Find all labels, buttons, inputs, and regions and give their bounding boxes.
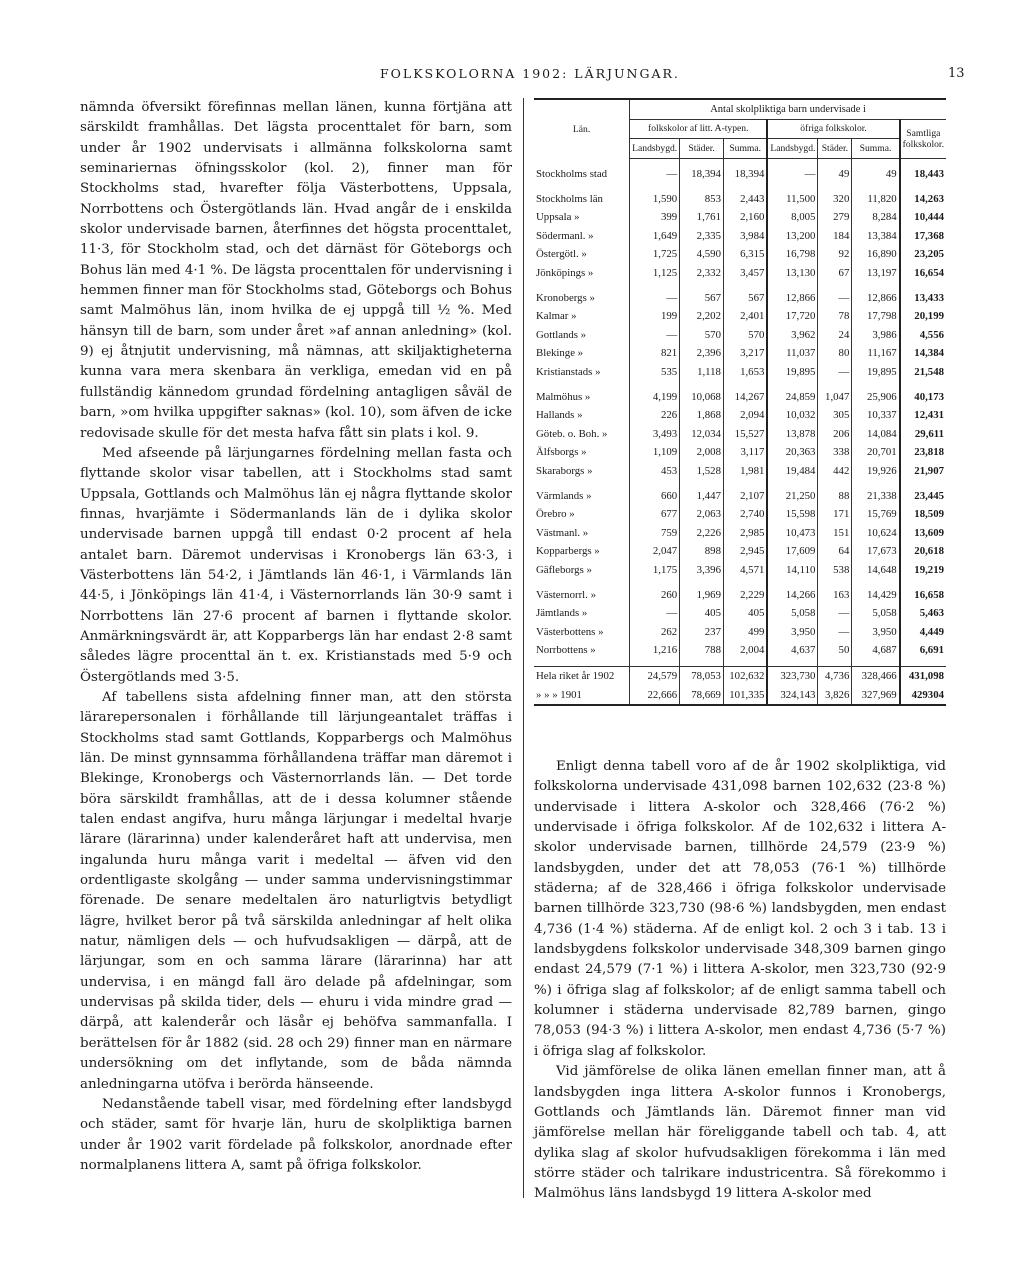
cell-value: 14,429 — [852, 585, 900, 604]
table-row — [534, 307, 946, 326]
cell-value: 338 — [818, 443, 852, 462]
cell-value: 10,473 — [767, 523, 818, 542]
table-row — [534, 406, 946, 425]
cell-total: 5,463 — [900, 604, 946, 623]
cell-total: 40,173 — [900, 387, 946, 406]
cell-value: 18,394 — [680, 165, 724, 184]
cell-total: 23,445 — [900, 486, 946, 505]
cell-value: 102,632 — [723, 666, 767, 685]
cell-value: 50 — [818, 641, 852, 660]
header-lan: Län. — [534, 99, 630, 158]
cell-total: 14,263 — [900, 189, 946, 208]
cell-value: 11,820 — [852, 189, 900, 208]
cell-value: 14,266 — [767, 585, 818, 604]
cell-value: 328,466 — [852, 666, 900, 685]
county-name: Västernorrl. » — [536, 588, 596, 601]
table-row — [534, 666, 946, 685]
cell-total: 19,219 — [900, 561, 946, 580]
cell-value: 279 — [818, 208, 852, 227]
cell-value: 898 — [680, 542, 724, 561]
cell-total: 20,618 — [900, 542, 946, 561]
county-name: Kronobergs » — [536, 291, 595, 304]
header-samtliga: Samtliga folkskolor. — [900, 119, 946, 158]
cell-value: 3,950 — [852, 622, 900, 641]
county-name: Jönköpings » — [536, 267, 594, 280]
page-number: 13 — [948, 66, 965, 81]
table-row — [534, 208, 946, 227]
table-row — [534, 505, 946, 524]
statistics-table-wrap — [534, 98, 946, 706]
cell-value: 15,598 — [767, 505, 818, 524]
cell-value: 226 — [630, 406, 680, 425]
county-name: Stockholms län — [536, 192, 603, 205]
cell-value: 13,130 — [767, 264, 818, 283]
table-row — [534, 227, 946, 246]
cell-value: 16,890 — [852, 245, 900, 264]
cell-value: 88 — [818, 486, 852, 505]
county-name: » » » 1901 — [534, 685, 630, 705]
cell-value: 12,866 — [852, 288, 900, 307]
left-paragraph-2: Med afseende på lärjungarnes fördelning mellan fasta och flyttande skolor visar tabellen, att i Stockholms stad samt Uppsala, Gottlands och Malmöhus län ej några flyttande skolor finnas, hvarjämte i Södermanlands län de i dylika skolor undervisade barnen uppgå till endast 0·2 procent af hela antalet barn. Däremot undervisas i Kronobergs län 63·3, i Västerbottens län 54·2, i Jämtlands län 46·1, i Värmlands län 44·5, i Jönköpings län 41·4, i Västernorrlands län 30·9 samt i Norrbottens län 27·6 procent af barnen i flyttande skolor. Anmärkningsvärdt är, att Kopparbergs län har endast 2·8 samt således lägre procenttal än t. ex. Kristianstads med 5·9 och Östergötlands med 3·5. — [80, 445, 512, 685]
cell-value: 92 — [818, 245, 852, 264]
cell-value: 11,167 — [852, 344, 900, 363]
cell-value: 788 — [680, 641, 724, 660]
table-row — [534, 622, 946, 641]
cell-value: 442 — [818, 462, 852, 481]
cell-value: — — [630, 288, 680, 307]
cell-value: 3,826 — [818, 685, 852, 705]
cell-value: 4,736 — [818, 666, 852, 685]
cell-value: 570 — [723, 326, 767, 345]
cell-total: 4,556 — [900, 326, 946, 345]
cell-value: 4,590 — [680, 245, 724, 264]
header-group-ofriga: öfriga folkskolor. — [767, 119, 899, 139]
cell-value: 2,107 — [723, 486, 767, 505]
cell-value: 19,895 — [767, 363, 818, 382]
cell-total: 23,818 — [900, 443, 946, 462]
cell-value: 821 — [630, 344, 680, 363]
cell-value: 4,687 — [852, 641, 900, 660]
cell-value: 2,443 — [723, 189, 767, 208]
cell-value: 67 — [818, 264, 852, 283]
cell-total: 16,654 — [900, 264, 946, 283]
cell-value: 453 — [630, 462, 680, 481]
cell-value: 19,926 — [852, 462, 900, 481]
county-name: Skaraborgs » — [536, 464, 593, 477]
cell-value: 16,798 — [767, 245, 818, 264]
header-o-stader: Städer. — [818, 139, 852, 159]
cell-value: 3,962 — [767, 326, 818, 345]
county-name: Kalmar » — [536, 310, 577, 323]
left-paragraph-4: Nedanstående tabell visar, med fördelning efter landsbygd och städer, samt för hvarje län, huru de skolpliktiga barnen under år 1902 varit fördelade på folkskolor, anordnade efter normalplanens littera A, samt på öfriga folkskolor. — [80, 1096, 512, 1173]
county-name: Västmanl. » — [536, 526, 589, 539]
cell-value: 20,363 — [767, 443, 818, 462]
cell-value: 80 — [818, 344, 852, 363]
cell-value: 3,986 — [852, 326, 900, 345]
cell-value: 320 — [818, 189, 852, 208]
county-name: Jämtlands » — [536, 607, 588, 620]
cell-value: 853 — [680, 189, 724, 208]
table-row — [534, 685, 946, 705]
cell-total: 6,691 — [900, 641, 946, 660]
cell-value: 22,666 — [630, 685, 680, 705]
cell-value: 2,335 — [680, 227, 724, 246]
cell-value: 64 — [818, 542, 852, 561]
table-row — [534, 486, 946, 505]
cell-value: 1,868 — [680, 406, 724, 425]
county-name: Västerbottens » — [536, 625, 604, 638]
cell-value: 11,500 — [767, 189, 818, 208]
cell-value: 14,648 — [852, 561, 900, 580]
cell-value: 17,673 — [852, 542, 900, 561]
cell-value: — — [818, 622, 852, 641]
cell-value: 2,004 — [723, 641, 767, 660]
county-name: Malmöhus » — [536, 390, 591, 403]
running-title: FOLKSKOLORNA 1902: LÄRJUNGAR. — [380, 66, 680, 81]
cell-value: 3,457 — [723, 264, 767, 283]
table-row — [534, 165, 946, 184]
cell-value: 538 — [818, 561, 852, 580]
cell-value: 10,032 — [767, 406, 818, 425]
cell-value: 184 — [818, 227, 852, 246]
cell-value: 2,202 — [680, 307, 724, 326]
table-row — [534, 641, 946, 660]
county-name: Gäfleborgs » — [536, 563, 592, 576]
cell-value: 15,527 — [723, 425, 767, 444]
cell-value: 3,950 — [767, 622, 818, 641]
county-name: Östergötl. » — [536, 248, 587, 261]
cell-value: 199 — [630, 307, 680, 326]
cell-value: 3,984 — [723, 227, 767, 246]
cell-value: 24 — [818, 326, 852, 345]
cell-value: 13,200 — [767, 227, 818, 246]
cell-total: 21,907 — [900, 462, 946, 481]
right-column — [534, 757, 946, 1205]
page-header — [0, 66, 1024, 88]
cell-value: 2,332 — [680, 264, 724, 283]
cell-value: 1,125 — [630, 264, 680, 283]
county-name: Gottlands » — [536, 328, 587, 341]
cell-value: 1,118 — [680, 363, 724, 382]
cell-value: 305 — [818, 406, 852, 425]
table-row — [534, 189, 946, 208]
table-row — [534, 344, 946, 363]
cell-total: 431,098 — [900, 666, 946, 685]
cell-total: 20,199 — [900, 307, 946, 326]
cell-value: 3,217 — [723, 344, 767, 363]
cell-value: 399 — [630, 208, 680, 227]
column-divider — [523, 98, 524, 1198]
cell-value: 14,084 — [852, 425, 900, 444]
cell-value: 25,906 — [852, 387, 900, 406]
table-row — [534, 523, 946, 542]
cell-value: 14,267 — [723, 387, 767, 406]
cell-value: 13,878 — [767, 425, 818, 444]
cell-value: 499 — [723, 622, 767, 641]
cell-value: 1,725 — [630, 245, 680, 264]
cell-value: 19,484 — [767, 462, 818, 481]
table-row — [534, 604, 946, 623]
cell-value: 2,396 — [680, 344, 724, 363]
county-name: Göteb. o. Boh. » — [536, 427, 608, 440]
cell-value: 405 — [680, 604, 724, 623]
cell-value: 567 — [723, 288, 767, 307]
county-name: Hela riket år 1902 — [534, 666, 630, 685]
table-body — [534, 158, 946, 705]
table-row — [534, 363, 946, 382]
county-name: Värmlands » — [536, 489, 592, 502]
cell-value: 2,063 — [680, 505, 724, 524]
cell-total: 10,444 — [900, 208, 946, 227]
cell-value: 171 — [818, 505, 852, 524]
header-o-landsbygd: Landsbygd. — [767, 139, 818, 159]
table-row — [534, 561, 946, 580]
cell-value: 324,143 — [767, 685, 818, 705]
cell-value: 1,590 — [630, 189, 680, 208]
county-name: Kopparbergs » — [536, 545, 600, 558]
cell-total: 4,449 — [900, 622, 946, 641]
cell-value: — — [630, 165, 680, 184]
table-row — [534, 542, 946, 561]
cell-value: — — [818, 288, 852, 307]
header-group-title: Antal skolpliktiga barn undervisade i — [630, 99, 946, 119]
cell-value: 8,284 — [852, 208, 900, 227]
cell-value: 24,859 — [767, 387, 818, 406]
cell-value: 14,110 — [767, 561, 818, 580]
cell-value: 10,624 — [852, 523, 900, 542]
table-row — [534, 288, 946, 307]
cell-value: 1,216 — [630, 641, 680, 660]
county-name: Kristianstads » — [536, 366, 601, 379]
right-paragraph-2: Vid jämförelse de olika länen emellan finner man, att å landsbygden inga littera A-skolor funnos i Kronobergs, Gottlands och Jämtlands län. Däremot finner man vid jämförelse mellan här föreliggande tabell och tab. 4, att dylika slag af skolor hufvudsakligen förekomma i län med större städer och talrikare industricentra. Så förekommo i Malmöhus läns landsbygd 19 littera A-skolor med — [534, 1064, 946, 1202]
cell-value: 13,197 — [852, 264, 900, 283]
county-name: Blekinge » — [536, 347, 584, 360]
cell-total: 16,658 — [900, 585, 946, 604]
cell-value: 4,571 — [723, 561, 767, 580]
cell-value: — — [630, 604, 680, 623]
cell-value: 3,117 — [723, 443, 767, 462]
cell-value: 8,005 — [767, 208, 818, 227]
cell-value: 17,609 — [767, 542, 818, 561]
cell-value: 2,985 — [723, 523, 767, 542]
cell-value: 1,761 — [680, 208, 724, 227]
cell-value: 78,053 — [680, 666, 724, 685]
cell-value: 2,945 — [723, 542, 767, 561]
cell-value: 5,058 — [852, 604, 900, 623]
cell-value: 10,337 — [852, 406, 900, 425]
cell-value: 327,969 — [852, 685, 900, 705]
cell-value: 1,175 — [630, 561, 680, 580]
cell-value: 2,401 — [723, 307, 767, 326]
cell-value: 677 — [630, 505, 680, 524]
left-paragraph-3: Af tabellens sista afdelning finner man, att den största lärarepersonalen i förhållande till lärjungeantalet träffas i Stockholms stad samt Gottlands, Kopparbergs och Malmöhus län. De minst gynnsamma förhållandena träffar man däremot i Blekinge, Kronobergs och Västernorrlands län. — Det torde böra särskildt framhållas, att de i dessa kolumner stående talen endast angifva, huru många lärjungar i medeltal hvarje lärare (lärarinna) under kalenderåret haft att undervisa, men ingalunda huru många varit i medeltal — äfven vid den ordentligaste skolgång — under samma undervisningstimmar förenade. De senare medeltalen äro naturligtvis betydligt lägre, hvilket beror på två särskilda anledningar af helt olika natur, nämligen dels — och hufvudsakligen — därpå, att de lärjungar, som en och samma lärare (lärarinna) har att undervisa, i en mängd fall äro delade på afdelningar, som undervisas på skilda tider, dels — ehuru i vida mindre grad — därpå, att kalenderår och läsår ej behöfva sammanfalla. I berättelsen för år 1882 (sid. 28 och 29) finner man en närmare undersökning om det inflytande, som de båda nämnda anledningarna utöfva i berörda hänseende. — [80, 689, 512, 1092]
cell-total: 13,609 — [900, 523, 946, 542]
cell-value: 11,037 — [767, 344, 818, 363]
cell-value: 570 — [680, 326, 724, 345]
cell-value: 78,669 — [680, 685, 724, 705]
cell-value: — — [818, 363, 852, 382]
cell-value: 3,493 — [630, 425, 680, 444]
header-a-landsbygd: Landsbygd. — [630, 139, 680, 159]
cell-value: 20,701 — [852, 443, 900, 462]
county-name: Södermanl. » — [536, 229, 594, 242]
cell-total: 17,368 — [900, 227, 946, 246]
cell-value: 17,720 — [767, 307, 818, 326]
cell-total: 14,384 — [900, 344, 946, 363]
cell-value: 13,384 — [852, 227, 900, 246]
table-row — [534, 326, 946, 345]
cell-total: 12,431 — [900, 406, 946, 425]
cell-total: 23,205 — [900, 245, 946, 264]
cell-value: 6,315 — [723, 245, 767, 264]
table-row — [534, 425, 946, 444]
cell-value: 1,969 — [680, 585, 724, 604]
table-row — [534, 245, 946, 264]
cell-value: 323,730 — [767, 666, 818, 685]
cell-value: 15,769 — [852, 505, 900, 524]
cell-value: — — [818, 604, 852, 623]
cell-total: 18,443 — [900, 165, 946, 184]
left-paragraph-1: nämnda öfversikt förefinnas mellan länen, kunna förtjäna att särskildt framhållas. Det lägsta procenttalet för barn, som under år 1902 undervisats i allmänna folkskolorna samt seminariernas öfningsskolor (kol. 2), finner man för Stockholms stad, hvarefter följa Västerbottens, Uppsala, Norrbottens och Östergötlands län. Hvad angår de i enskilda skolor undervisade barnen, återfinnes det högsta procenttalet, 11·3, för Stockholm stad, och det därnäst för Göteborgs och Bohus län med 4·1 %. De lägsta procenttalen för undervisning i hemmen finner man för Stockholms stad, Göteborgs och Bohus samt Malmöhus län, inom hvilka de ej uppgå till ½ %. Med hänsyn till de barn, som under året »af annan anledning» (kol. 9) ej åtnjutit undervisning, må nämnas, att skiljaktigheterna kunna vara mera skenbara än verkliga, emedan vid en på fullständig kännedom grundad fördelning antagligen såväl de barn, »om hvilka uppgifter saknas» (kol. 10), som äfven de icke redovisade skulle för det mesta hafva fått sin plats i kol. 9. — [80, 100, 513, 441]
cell-value: 163 — [818, 585, 852, 604]
cell-value: 49 — [852, 165, 900, 184]
cell-value: 101,335 — [723, 685, 767, 705]
county-name: Örebro » — [536, 508, 575, 521]
table-row — [534, 443, 946, 462]
cell-value: 21,250 — [767, 486, 818, 505]
cell-value: 262 — [630, 622, 680, 641]
cell-value: 4,637 — [767, 641, 818, 660]
cell-value: 660 — [630, 486, 680, 505]
cell-value: 19,895 — [852, 363, 900, 382]
cell-value: 405 — [723, 604, 767, 623]
left-column — [80, 98, 512, 1176]
cell-value: 151 — [818, 523, 852, 542]
table-row — [534, 387, 946, 406]
cell-value: 759 — [630, 523, 680, 542]
cell-total: 429304 — [900, 685, 946, 705]
cell-value: — — [630, 326, 680, 345]
cell-value: 237 — [680, 622, 724, 641]
right-paragraph-1: Enligt denna tabell voro af de år 1902 skolpliktiga, vid folkskolorna undervisade 431,098 barnen 102,632 (23·8 %) undervisade i littera A-skolor och 328,466 (76·2 %) undervisade i öfriga folkskolor. Af de 102,632 i littera A-skolor undervisade barnen, tillhörde 24,579 (23·9 %) landsbygden, under det att 78,053 (76·1 %) tillhörde städerna; af de 328,466 i öfriga folkskolor undervisade barnen tillhörde 323,730 (98·6 %) landsbygden, men endast 4,736 (1·4 %) städerna. Af de enligt kol. 2 och 3 i tab. 13 i landsbygdens folkskolor undervisade 348,309 barnen gingo endast 24,579 (7·1 %) i littera A-skolor, men 323,730 (92·9 %) i öfriga slag af folkskolor; af de enligt samma tabell och kolumner i städerna undervisade 82,789 barnen, gingo 78,053 (94·3 %) i littera A-skolor, men endast 4,736 (5·7 %) i öfriga slag af folkskolor. — [534, 759, 946, 1059]
table-row — [534, 585, 946, 604]
cell-value: 24,579 — [630, 666, 680, 685]
cell-value: 2,740 — [723, 505, 767, 524]
cell-value: 21,338 — [852, 486, 900, 505]
cell-value: 4,199 — [630, 387, 680, 406]
cell-value: 2,160 — [723, 208, 767, 227]
county-name: Hallands » — [536, 409, 583, 422]
county-name: Stockholms stad — [536, 168, 608, 181]
cell-value: 535 — [630, 363, 680, 382]
cell-total: 21,548 — [900, 363, 946, 382]
table-row — [534, 462, 946, 481]
cell-value: 567 — [680, 288, 724, 307]
cell-value: 1,653 — [723, 363, 767, 382]
cell-value: 12,034 — [680, 425, 724, 444]
cell-value: 2,229 — [723, 585, 767, 604]
cell-total: 18,509 — [900, 505, 946, 524]
cell-value: 260 — [630, 585, 680, 604]
cell-value: 2,094 — [723, 406, 767, 425]
cell-total: 13,433 — [900, 288, 946, 307]
cell-total: 29,611 — [900, 425, 946, 444]
cell-value: 49 — [818, 165, 852, 184]
header-a-stader: Städer. — [680, 139, 724, 159]
cell-value: 78 — [818, 307, 852, 326]
statistics-table — [534, 98, 946, 706]
header-a-summa: Summa. — [723, 139, 767, 159]
cell-value: 2,226 — [680, 523, 724, 542]
cell-value: — — [767, 165, 818, 184]
cell-value: 2,047 — [630, 542, 680, 561]
cell-value: 12,866 — [767, 288, 818, 307]
cell-value: 1,109 — [630, 443, 680, 462]
cell-value: 18,394 — [723, 165, 767, 184]
cell-value: 17,798 — [852, 307, 900, 326]
cell-value: 1,047 — [818, 387, 852, 406]
cell-value: 206 — [818, 425, 852, 444]
cell-value: 10,068 — [680, 387, 724, 406]
cell-value: 3,396 — [680, 561, 724, 580]
county-name: Älfsborgs » — [536, 446, 587, 459]
header-group-a: folkskolor af litt. A-typen. — [630, 119, 768, 139]
cell-value: 1,447 — [680, 486, 724, 505]
cell-value: 1,528 — [680, 462, 724, 481]
cell-value: 5,058 — [767, 604, 818, 623]
cell-value: 2,008 — [680, 443, 724, 462]
county-name: Uppsala » — [536, 211, 580, 224]
table-row — [534, 264, 946, 283]
cell-value: 1,981 — [723, 462, 767, 481]
header-o-summa: Summa. — [852, 139, 900, 159]
cell-value: 1,649 — [630, 227, 680, 246]
county-name: Norrbottens » — [536, 644, 596, 657]
